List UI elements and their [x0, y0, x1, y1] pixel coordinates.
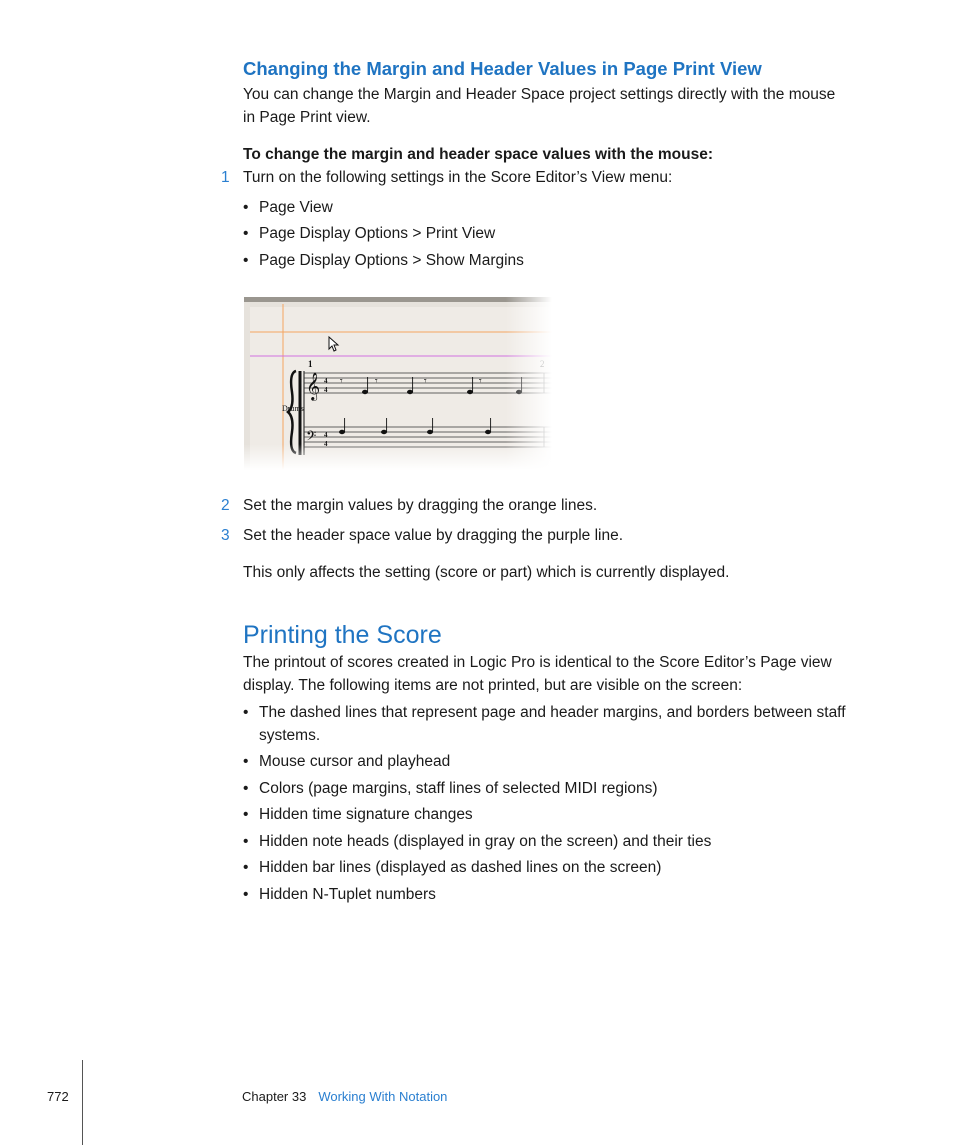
- intro-paragraph: [243, 83, 835, 129]
- list-item-text: Mouse cursor and playhead: [259, 753, 451, 770]
- chapter-title-link[interactable]: Working With Notation: [318, 1089, 448, 1104]
- intro-line: in Page Print view.: [243, 109, 371, 126]
- list-item-text: Page Display Options > Show Margins: [259, 252, 524, 269]
- bullet-icon: •: [243, 780, 249, 797]
- task-heading: To change the margin and header space values with the mouse:: [243, 146, 713, 163]
- footer-chapter: [242, 1089, 447, 1104]
- step-text: Set the header space value by dragging the purple line.: [243, 527, 624, 544]
- list-item-text: Colors (page margins, staff lines of selected MIDI regions): [259, 780, 658, 797]
- list-item-text: Page View: [259, 199, 333, 216]
- list-item-text: Hidden bar lines (displayed as dashed lines on the screen): [259, 859, 662, 876]
- page-number: 772: [47, 1089, 69, 1104]
- printing-heading: Printing the Score: [243, 621, 442, 649]
- bullet-icon: •: [243, 199, 249, 216]
- score-illustration: [244, 297, 552, 470]
- intro-line: The printout of scores created in Logic Pro is identical to the Score Editor’s Page view: [243, 654, 832, 671]
- bullet-icon: •: [243, 806, 249, 823]
- score-editor-screenshot: [244, 297, 552, 470]
- list-item-text: systems.: [259, 727, 321, 744]
- step-number: 3: [221, 527, 230, 544]
- intro-line: You can change the Margin and Header Space project settings directly with the mouse: [243, 86, 836, 103]
- bullet-icon: •: [243, 753, 249, 770]
- list-item-text: The dashed lines that represent page and header margins, and borders between staff: [259, 704, 846, 721]
- step-text: Set the margin values by dragging the orange lines.: [243, 497, 598, 514]
- list-item-text: Page Display Options > Print View: [259, 225, 496, 242]
- intro-line: display. The following items are not printed, but are visible on the screen:: [243, 677, 743, 694]
- bullet-icon: •: [243, 252, 249, 269]
- bullet-icon: •: [243, 225, 249, 242]
- step-number: 2: [221, 497, 230, 514]
- section-heading: Changing the Margin and Header Values in Page Print View: [243, 58, 762, 79]
- list-item-text: Hidden note heads (displayed in gray on the screen) and their ties: [259, 833, 712, 850]
- footer-divider: [82, 1060, 83, 1145]
- bullet-icon: •: [243, 833, 249, 850]
- list-item-text: Hidden time signature changes: [259, 806, 473, 823]
- printing-intro: [243, 651, 832, 697]
- step-text: Turn on the following settings in the Score Editor’s View menu:: [243, 169, 673, 186]
- chapter-label: Chapter 33: [242, 1089, 307, 1104]
- list-item-text: Hidden N-Tuplet numbers: [259, 886, 436, 903]
- step-number: 1: [221, 169, 230, 186]
- note-paragraph: This only affects the setting (score or part) which is currently displayed.: [243, 564, 730, 581]
- bullet-icon: •: [243, 859, 249, 876]
- bullet-icon: •: [243, 886, 249, 903]
- bullet-icon: •: [243, 704, 249, 721]
